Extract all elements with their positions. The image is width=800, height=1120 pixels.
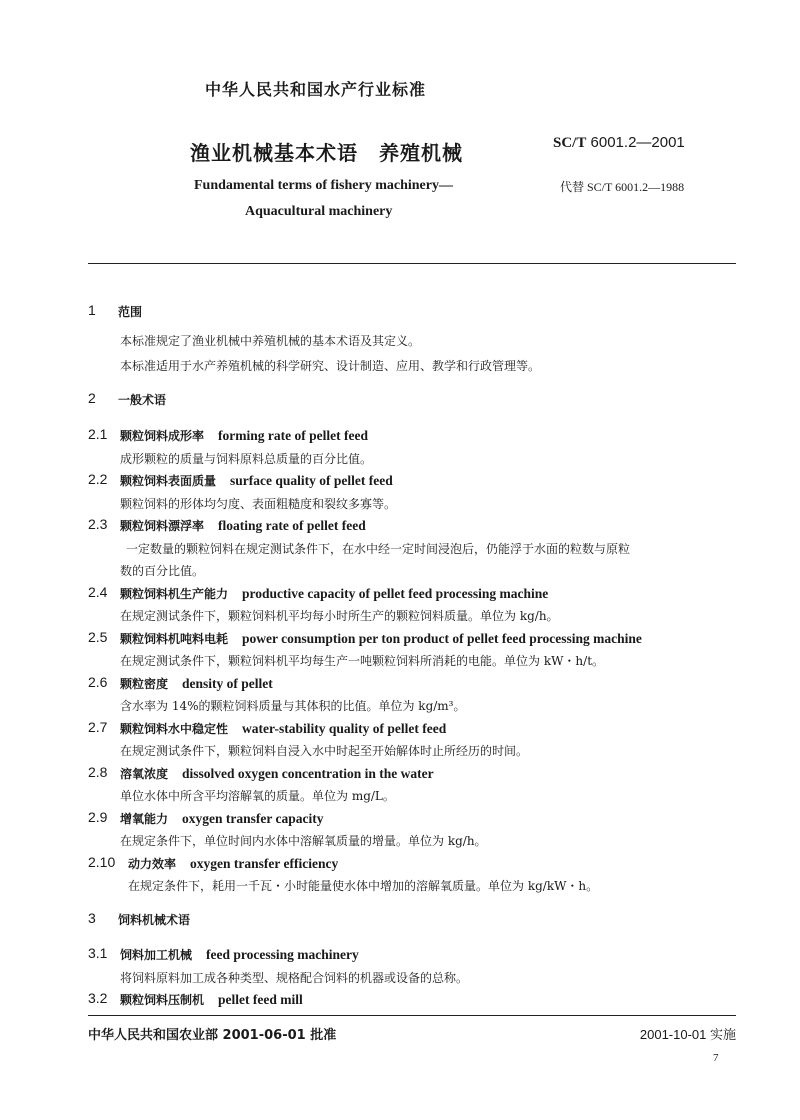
term-number: 2.9 bbox=[88, 808, 108, 825]
term-heading bbox=[120, 472, 393, 489]
term-definition: 在规定测试条件下，颗粒饲料机平均每小时所生产的颗粒饲料质量。单位为 kg/h。 bbox=[120, 609, 559, 623]
section-number: 1 bbox=[88, 302, 96, 318]
replaces-note: 代替 SC/T 6001.2—1988 bbox=[560, 180, 685, 194]
term-zh: 动力效率 bbox=[128, 856, 177, 871]
term-heading bbox=[120, 675, 273, 692]
term-number: 2.3 bbox=[88, 516, 108, 532]
section-title: 范围 bbox=[118, 305, 143, 319]
term-definition: 数的百分比值。 bbox=[120, 564, 205, 578]
term-definition: 在规定条件下，耗用一千瓦・小时能量使水体中增加的溶解氧质量。单位为 kg/kW・h。 bbox=[128, 879, 599, 893]
section-title: 饲料机械术语 bbox=[118, 913, 191, 927]
term-en: surface quality of pellet feed bbox=[230, 473, 393, 488]
paragraph: 本标准规定了渔业机械中养殖机械的基本术语及其定义。 bbox=[120, 334, 421, 348]
term-number: 2.4 bbox=[88, 583, 108, 600]
term-en: oxygen transfer capacity bbox=[182, 810, 324, 826]
term-en: feed processing machinery bbox=[206, 947, 359, 962]
term-zh: 颗粒饲料表面质量 bbox=[120, 474, 217, 488]
term-zh: 颗粒饲料成形率 bbox=[120, 429, 205, 443]
term-heading bbox=[120, 517, 366, 534]
term-en: forming rate of pellet feed bbox=[218, 428, 368, 443]
title-en-line2: Aquacultural machinery bbox=[245, 204, 393, 219]
term-en: density of pellet bbox=[182, 675, 273, 691]
page-number: 7 bbox=[713, 1052, 719, 1064]
title-en-line1: Fundamental terms of fishery machinery— bbox=[194, 178, 453, 193]
term-zh: 颗粒饲料机生产能力 bbox=[120, 586, 229, 601]
term-heading bbox=[120, 585, 548, 602]
term-definition: 在规定测试条件下，颗粒饲料自浸入水中时起至开始解体时止所经历的时间。 bbox=[120, 744, 529, 758]
term-en: productive capacity of pellet feed processing machine bbox=[242, 585, 549, 601]
term-en: pellet feed mill bbox=[218, 992, 303, 1007]
term-zh: 颗粒饲料机吨料电耗 bbox=[120, 631, 229, 646]
term-definition: 含水率为 14%的颗粒饲料质量与其体积的比值。单位为 kg/m³。 bbox=[120, 699, 466, 713]
header-divider bbox=[88, 263, 736, 264]
term-heading bbox=[120, 946, 359, 963]
term-zh: 颗粒饲料漂浮率 bbox=[120, 519, 205, 533]
section-number: 3 bbox=[88, 910, 96, 926]
term-zh: 颗粒饲料压制机 bbox=[120, 993, 205, 1007]
code-number: 6001.2—2001 bbox=[590, 134, 685, 151]
term-number: 3.2 bbox=[88, 990, 108, 1006]
standard-code bbox=[553, 134, 685, 152]
term-zh: 颗粒饲料水中稳定性 bbox=[120, 721, 229, 736]
paragraph: 本标准适用于水产养殖机械的科学研究、设计制造、应用、教学和行政管理等。 bbox=[120, 359, 541, 373]
term-heading bbox=[120, 765, 434, 782]
term-number: 2.8 bbox=[88, 763, 108, 780]
term-number: 2.1 bbox=[88, 426, 108, 442]
term-en: oxygen transfer efficiency bbox=[190, 855, 339, 871]
term-heading bbox=[120, 427, 368, 444]
term-heading bbox=[120, 630, 642, 647]
term-zh: 颗粒密度 bbox=[120, 676, 169, 691]
section-title: 一般术语 bbox=[118, 393, 167, 407]
term-en: floating rate of pellet feed bbox=[218, 518, 366, 533]
term-number: 2.10 bbox=[88, 853, 116, 870]
term-definition: 在规定测试条件下，颗粒饲料机平均每生产一吨颗粒饲料所消耗的电能。单位为 kW・h/t。 bbox=[120, 654, 605, 668]
term-number: 2.7 bbox=[88, 718, 108, 735]
code-prefix: SC/T bbox=[553, 135, 587, 151]
term-number: 2.2 bbox=[88, 471, 108, 487]
term-zh: 饲料加工机械 bbox=[120, 948, 193, 962]
term-heading bbox=[128, 855, 338, 872]
page-title: 渔业机械基本术语 养殖机械 bbox=[190, 141, 463, 165]
term-heading bbox=[120, 991, 303, 1008]
term-zh: 增氧能力 bbox=[120, 811, 169, 826]
term-en: power consumption per ton product of pellet feed processing machine bbox=[242, 630, 642, 646]
term-definition: 成形颗粒的质量与饲料原料总质量的百分比值。 bbox=[120, 451, 373, 466]
term-definition: 颗粒饲料的形体均匀度、表面粗糙度和裂纹多寡等。 bbox=[120, 496, 397, 511]
term-number: 2.6 bbox=[88, 673, 108, 690]
term-number: 3.1 bbox=[88, 945, 108, 961]
term-definition: 在规定条件下，单位时间内水体中溶解氧质量的增量。单位为 kg/h。 bbox=[120, 834, 487, 848]
approval-date: 中华人民共和国农业部 2001-06-01 批准 bbox=[88, 1028, 337, 1043]
term-en: water-stability quality of pellet feed bbox=[242, 720, 447, 736]
term-definition: 将饲料原料加工成各种类型、规格配合饲料的机器或设备的总称。 bbox=[120, 970, 469, 985]
term-number: 2.5 bbox=[88, 628, 108, 645]
term-en: dissolved oxygen concentration in the water bbox=[182, 765, 434, 781]
term-definition: 单位水体中所含平均溶解氧的质量。单位为 mg/L。 bbox=[120, 789, 395, 803]
standard-category: 中华人民共和国水产行业标准 bbox=[205, 80, 427, 99]
term-heading bbox=[120, 810, 324, 827]
implementation-date: 2001-10-01 实施 bbox=[639, 1027, 736, 1042]
footer-divider bbox=[88, 1015, 736, 1016]
term-definition: 一定数量的颗粒饲料在规定测试条件下，在水中经一定时间浸泡后，仍能浮于水面的粒数与原粒 bbox=[126, 541, 631, 556]
term-heading bbox=[120, 720, 446, 737]
section-number: 2 bbox=[88, 390, 96, 406]
term-zh: 溶氧浓度 bbox=[120, 766, 169, 781]
